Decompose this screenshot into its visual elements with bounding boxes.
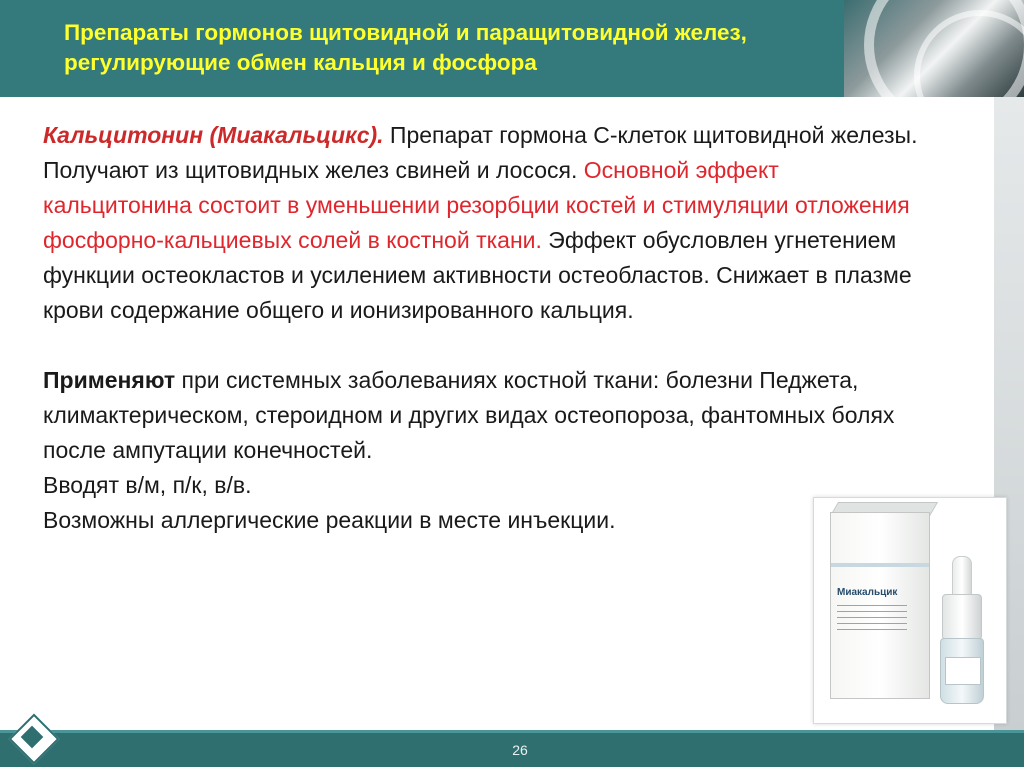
package-box bbox=[830, 512, 930, 699]
slide-body bbox=[43, 118, 923, 538]
spray-bottle bbox=[936, 556, 986, 706]
highlighted-effect: Основной эффект кальцитонина состоит в уменьшении резорбции костей и стимуляции отложения фосфорно-кальциевых солей в костной ткани. bbox=[43, 157, 910, 253]
spray-pump bbox=[942, 594, 982, 640]
product-image bbox=[813, 497, 1007, 724]
allergy-line: Возможны аллергические реакции в месте инъекции. bbox=[43, 507, 616, 533]
spray-vial bbox=[940, 638, 984, 704]
paragraph-usage bbox=[43, 363, 923, 468]
diamond-logo-icon bbox=[10, 715, 54, 759]
administration-line: Вводят в/м, п/к, в/в. bbox=[43, 472, 252, 498]
footer-stripe bbox=[0, 730, 1024, 733]
paragraph-text: Препарат гормона С-клеток щитовидной железы. Получают из щитовидных желез свиней и лосося. bbox=[43, 122, 918, 183]
paragraph-calcitonin bbox=[43, 118, 923, 328]
title-line-1: Препараты гормонов щитовидной и паращитовидной желез, bbox=[64, 20, 747, 45]
title-line-2: регулирующие обмен кальция и фосфора bbox=[64, 50, 537, 75]
paragraph-text: при системных заболеваниях костной ткани: болезни Педжета, климактерическом, стероидном и других видах остеопороза, фантомных болях после ампутации конечностей. bbox=[43, 367, 895, 463]
usage-keyword: Применяют bbox=[43, 367, 176, 393]
package-label: Миакальцик bbox=[837, 587, 898, 598]
spray-cap bbox=[952, 556, 972, 596]
page-number: 26 bbox=[512, 742, 528, 758]
slide-header bbox=[0, 0, 1024, 97]
slide-title bbox=[64, 18, 944, 78]
paragraph-text: Эффект обусловлен угнетением функции остеокластов и усилением активности остеобластов. Снижает в плазме крови содержание общего и ионизированного кальция. bbox=[43, 227, 912, 323]
drug-name: Кальцитонин (Миакальцикс). bbox=[43, 122, 384, 148]
